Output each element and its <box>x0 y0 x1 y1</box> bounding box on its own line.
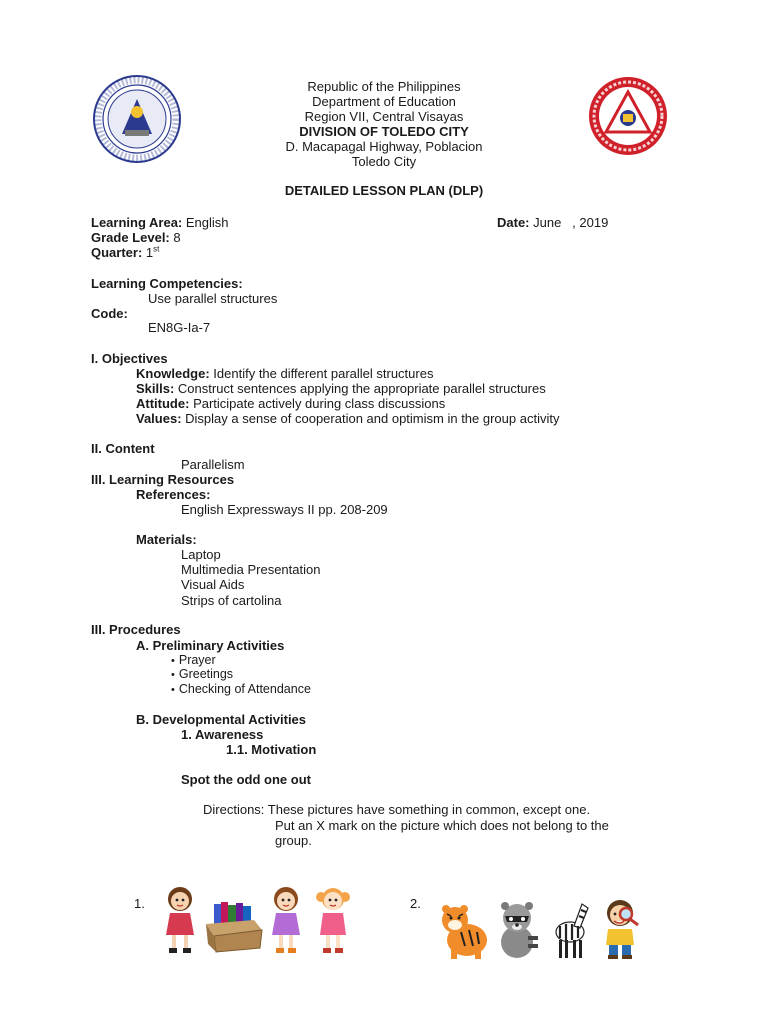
objectives-heading: I. Objectives <box>91 351 168 366</box>
lesson-date: Date: June , 2019 <box>497 215 609 230</box>
quarter: Quarter: 1st <box>91 244 160 260</box>
directions-line-2: Put an X mark on the picture which does not belong to the <box>275 818 609 833</box>
picture-group-1-number: 1. <box>134 896 145 911</box>
header-department: Department of Education <box>312 94 456 109</box>
competencies-value: Use parallel structures <box>148 291 278 306</box>
objective-values: Values: Display a sense of cooperation and optimism in the group activity <box>136 411 560 426</box>
references-label: References: <box>136 487 211 502</box>
code-value: EN8G-Ia-7 <box>148 320 211 335</box>
developmental-heading: B. Developmental Activities <box>136 712 307 727</box>
content-heading: II. Content <box>91 441 155 456</box>
box-of-books-icon <box>204 900 264 952</box>
material-item: Visual Aids <box>181 577 245 592</box>
resources-heading: III. Learning Resources <box>91 472 235 487</box>
competencies-label: Learning Competencies: <box>91 276 243 291</box>
header-region: Region VII, Central Visayas <box>304 109 464 124</box>
preliminary-item: • Checking of Attendance <box>171 682 311 698</box>
document-title: DETAILED LESSON PLAN (DLP) <box>284 183 484 198</box>
girl-icon <box>313 885 353 957</box>
directions-line-1: Directions: These pictures have something in common, except one. <box>203 802 591 817</box>
preliminary-heading: A. Preliminary Activities <box>136 638 285 653</box>
raccoon-icon <box>494 900 540 960</box>
girl-icon <box>266 885 306 957</box>
tiger-icon <box>437 900 493 960</box>
objective-skills: Skills: Construct sentences applying the appropriate parallel structures <box>136 381 546 396</box>
code-label: Code: <box>91 306 128 321</box>
header-address: D. Macapagal Highway, Poblacion <box>285 139 483 154</box>
material-item: Laptop <box>181 547 221 562</box>
awareness-heading: 1. Awareness <box>181 727 264 742</box>
materials-label: Materials: <box>136 532 197 547</box>
objective-attitude: Attitude: Participate actively during class discussions <box>136 396 446 411</box>
directions-line-3: group. <box>275 833 312 848</box>
header-division: DIVISION OF TOLEDO CITY <box>299 124 469 139</box>
material-item: Multimedia Presentation <box>181 562 321 577</box>
motivation-heading: 1.1. Motivation <box>226 742 317 757</box>
girl-icon <box>158 885 202 957</box>
preliminary-item: • Greetings <box>171 667 233 683</box>
activity-title: Spot the odd one out <box>181 772 311 787</box>
header-republic: Republic of the Philippines <box>307 79 461 94</box>
picture-group-2-number: 2. <box>410 896 421 911</box>
learning-area: Learning Area: English <box>91 215 229 230</box>
procedures-heading: III. Procedures <box>91 622 181 637</box>
objective-knowledge: Knowledge: Identify the different parallel structures <box>136 366 434 381</box>
zebra-icon <box>548 898 592 960</box>
reference-item: English Expressways II pp. 208-209 <box>181 502 388 517</box>
grade-level: Grade Level: 8 <box>91 230 181 245</box>
header-city: Toledo City <box>351 154 417 169</box>
boy-with-magnifier-icon <box>596 897 644 961</box>
content-value: Parallelism <box>181 457 245 472</box>
material-item: Strips of cartolina <box>181 593 282 608</box>
preliminary-item: • Prayer <box>171 653 216 669</box>
